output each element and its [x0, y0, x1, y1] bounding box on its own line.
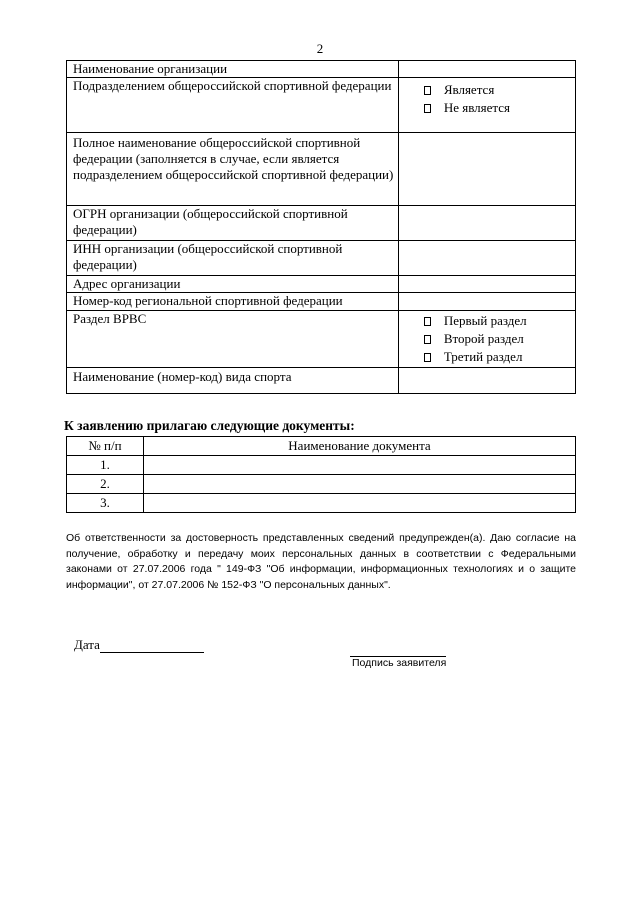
table-row	[67, 133, 576, 206]
row-label-sport-type: Наименование (номер-код) вида спорта	[67, 368, 399, 394]
checkbox-icon[interactable]	[424, 104, 431, 113]
organization-form-table	[66, 60, 576, 394]
signature-label: Подпись заявителя	[352, 657, 447, 669]
document-name-field[interactable]	[144, 475, 576, 494]
table-row	[67, 241, 576, 276]
row-label-region-code: Номер-код региональной спортивной федерации	[67, 293, 399, 311]
document-name-field[interactable]	[144, 494, 576, 513]
option-is-not[interactable]	[405, 99, 575, 117]
inn-field[interactable]	[398, 241, 575, 276]
column-header-document-name: Наименование документа	[144, 437, 576, 456]
row-label-address: Адрес организации	[67, 276, 399, 293]
column-header-number: № п/п	[67, 437, 144, 456]
table-row	[67, 311, 576, 368]
table-header-row	[67, 437, 576, 456]
row-label-inn: ИНН организации (общероссийской спортивной федерации)	[67, 241, 399, 276]
consent-text: Об ответственности за достоверность представленных сведений предупрежден(а). Даю согласие на получение, обработку и передачу моих персональных данных в соответствии с Федеральными законами от 27.07.2006 года " 149-ФЗ "Об информации, информационных технологиях и о защите информации", от 27.07.2006 № 152-ФЗ "О персональных данных".	[66, 532, 576, 591]
table-row	[67, 494, 576, 513]
table-row	[67, 456, 576, 475]
option-label: Первый раздел	[443, 313, 527, 328]
date-label: Дата	[74, 637, 100, 652]
region-code-field[interactable]	[398, 293, 575, 311]
ogrn-field[interactable]	[398, 206, 575, 241]
table-row	[67, 368, 576, 394]
option-label: Не является	[443, 100, 511, 115]
vrvs-section-options	[398, 311, 575, 368]
date-block	[74, 637, 204, 653]
address-field[interactable]	[398, 276, 575, 293]
row-label-vrvs-section: Раздел ВРВС	[67, 311, 399, 368]
row-number: 1.	[67, 456, 144, 475]
row-number: 2.	[67, 475, 144, 494]
table-row	[67, 276, 576, 293]
org-name-field[interactable]	[398, 61, 575, 78]
date-field[interactable]	[100, 639, 204, 653]
sport-type-field[interactable]	[398, 368, 575, 394]
subdivision-options	[398, 78, 575, 133]
table-row	[67, 475, 576, 494]
page-number: 2	[316, 41, 324, 56]
row-label-federation-name: Полное наименование общероссийской спортивной федерации (заполняется в случае, если является подразделением общероссийской спортивной федерации)	[67, 133, 399, 206]
document-name-field[interactable]	[144, 456, 576, 475]
row-label-ogrn: ОГРН организации (общероссийской спортивной федерации)	[67, 206, 399, 241]
table-row	[67, 206, 576, 241]
option-is[interactable]	[405, 81, 575, 99]
option-second-section[interactable]	[405, 330, 575, 348]
checkbox-icon[interactable]	[424, 317, 431, 326]
table-row	[67, 61, 576, 78]
checkbox-icon[interactable]	[424, 335, 431, 344]
option-label: Третий раздел	[443, 349, 523, 364]
option-label: Второй раздел	[443, 331, 524, 346]
option-first-section[interactable]	[405, 312, 575, 330]
row-label-org-name: Наименование организации	[67, 61, 399, 78]
option-third-section[interactable]	[405, 348, 575, 366]
documents-table	[66, 436, 576, 513]
table-row	[67, 78, 576, 133]
option-label: Является	[443, 82, 495, 97]
row-label-subdivision: Подразделением общероссийской спортивной федерации	[67, 78, 399, 133]
row-number: 3.	[67, 494, 144, 513]
checkbox-icon[interactable]	[424, 86, 431, 95]
documents-heading: К заявлению прилагаю следующие документы:	[64, 418, 355, 433]
table-row	[67, 293, 576, 311]
checkbox-icon[interactable]	[424, 353, 431, 362]
federation-name-field[interactable]	[398, 133, 575, 206]
